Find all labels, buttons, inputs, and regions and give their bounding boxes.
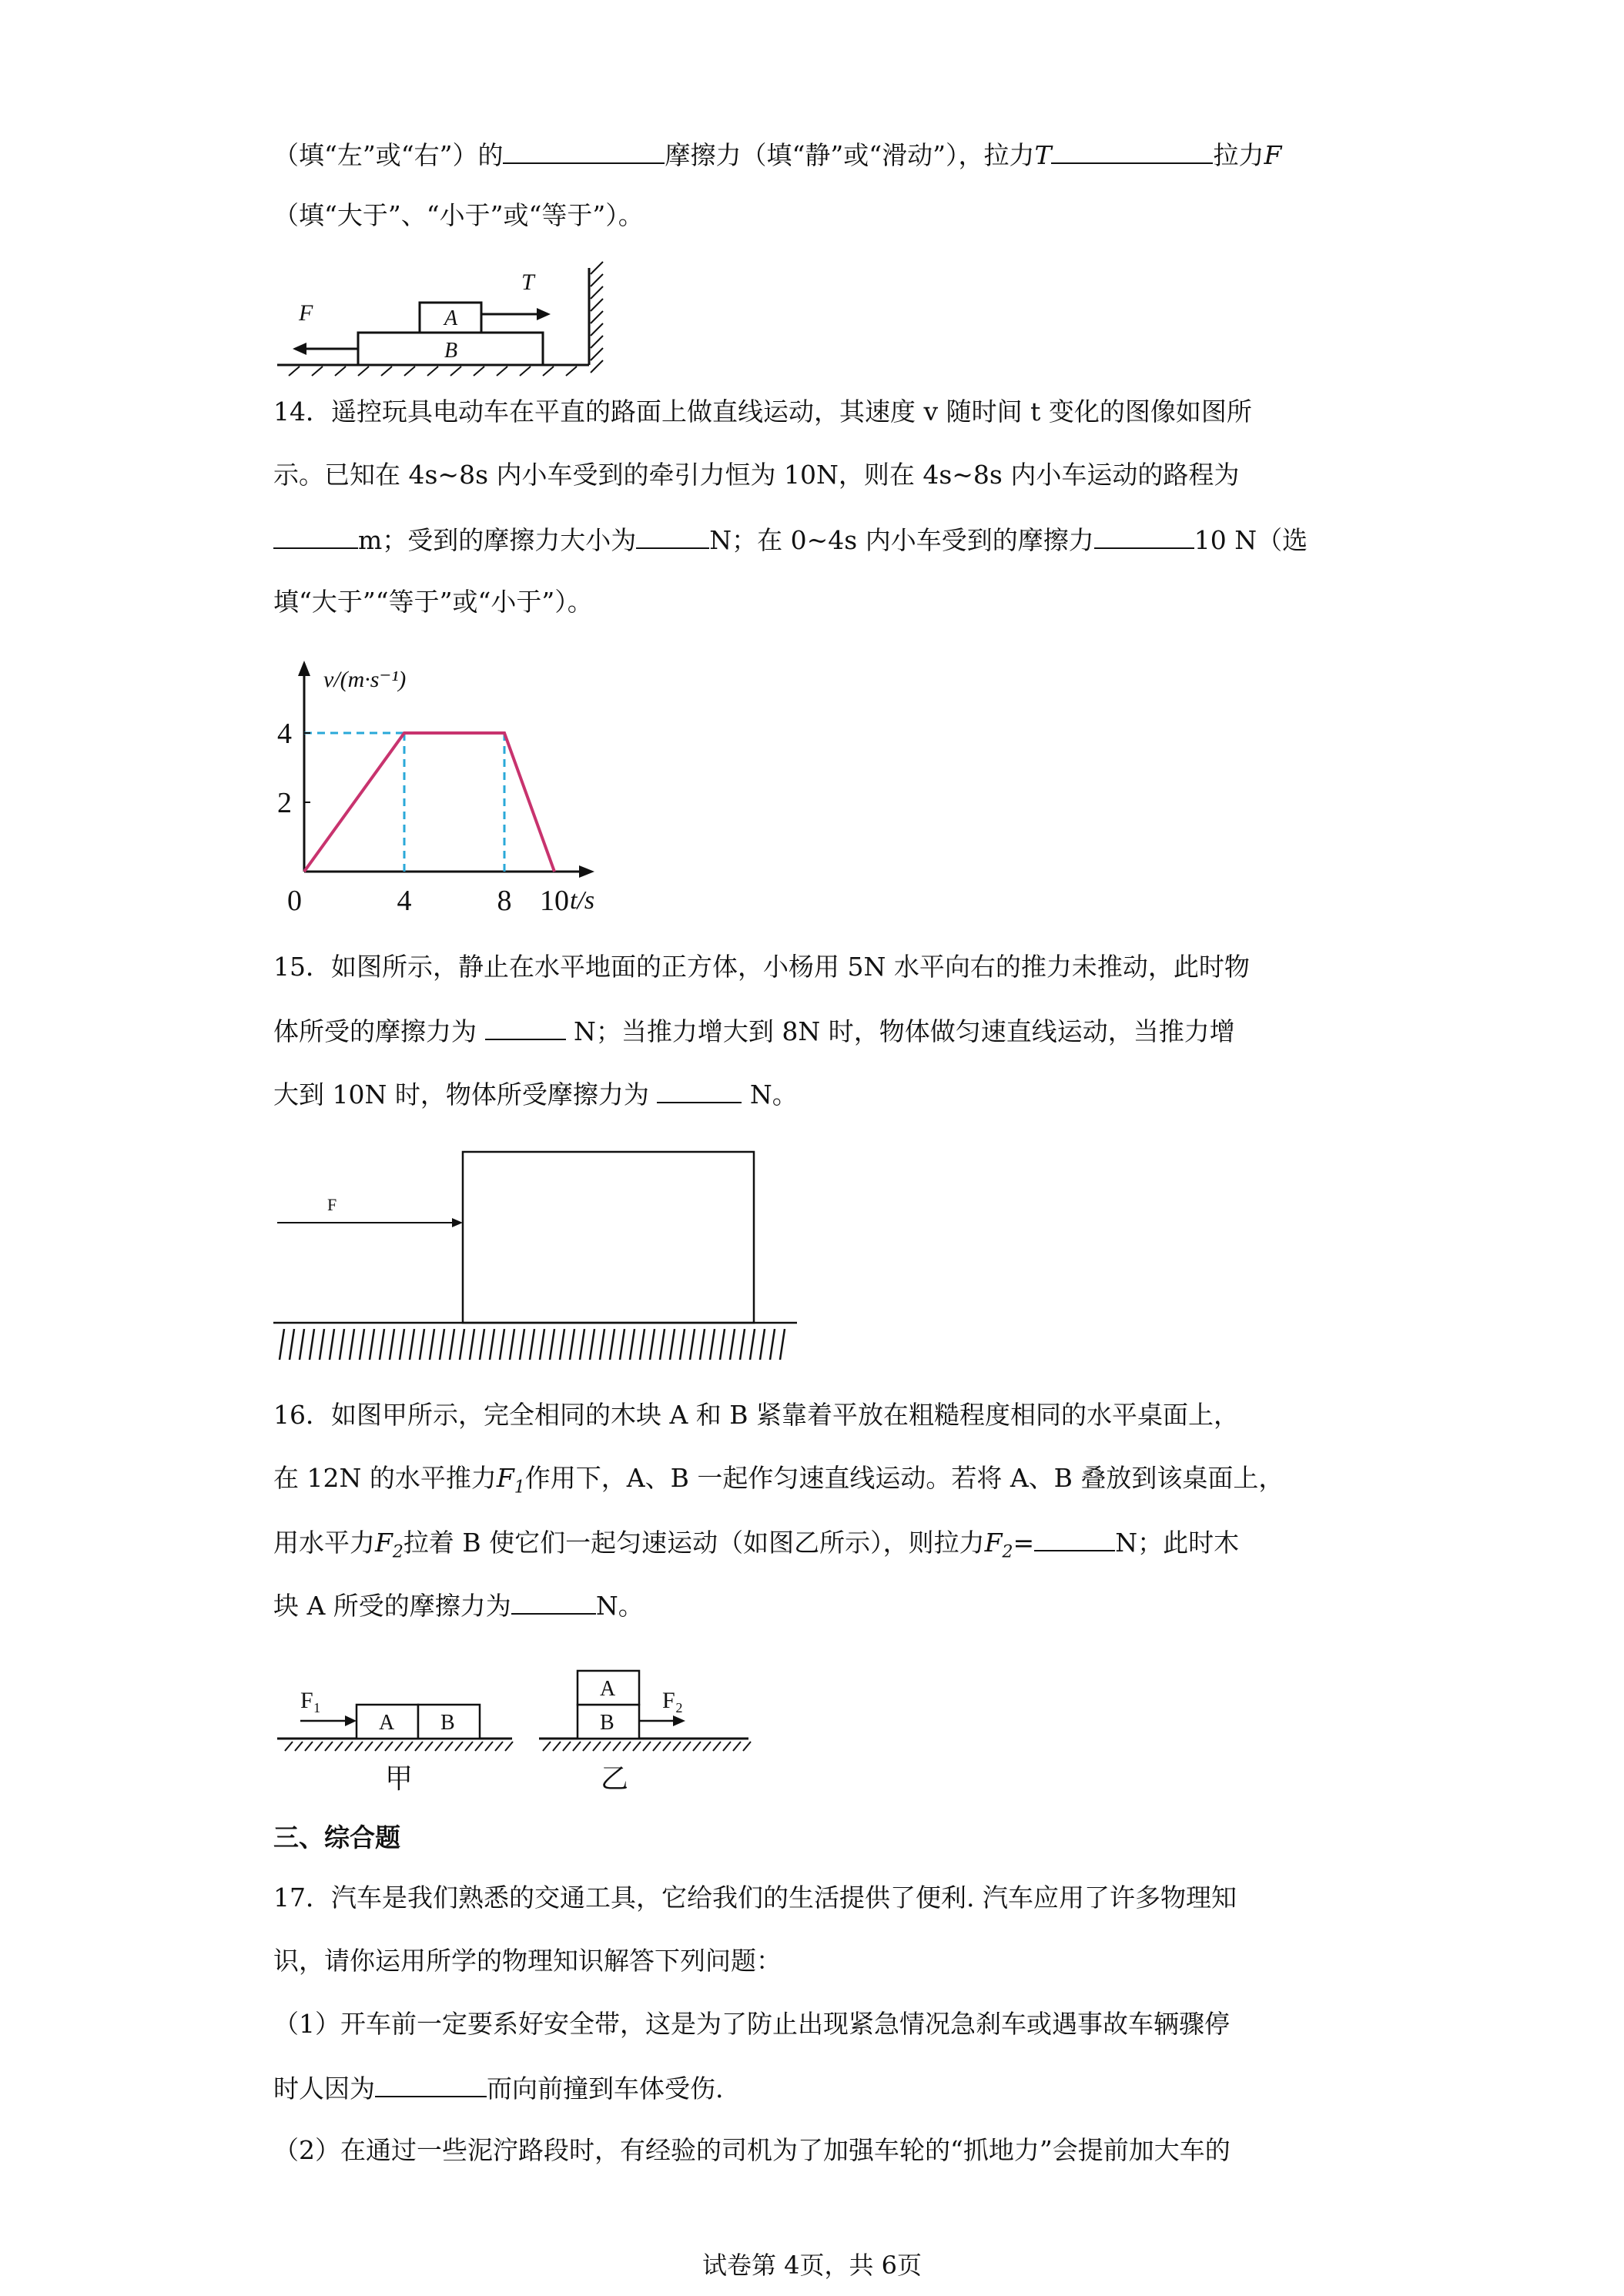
answer-blank[interactable] xyxy=(375,2070,487,2097)
answer-blank[interactable] xyxy=(273,521,358,549)
q15-line3 xyxy=(273,1076,798,1113)
q17-line5: （2）在通过一些泥泞路段时，有经验的司机为了加强车轮的“抓地力”会提前加大车的 xyxy=(273,2135,1231,2165)
symbol-F1-sub: 1 xyxy=(514,1478,525,1498)
answer-blank[interactable] xyxy=(485,1012,566,1040)
label-yi: 乙 xyxy=(601,1763,629,1794)
q13-text-c: 拉力 xyxy=(1213,140,1264,170)
symbol-F2-sub: 2 xyxy=(392,1542,403,1562)
answer-blank[interactable] xyxy=(503,136,665,164)
symbol-F2: F xyxy=(984,1528,1003,1558)
label-A: A xyxy=(444,306,458,330)
q17-line4 xyxy=(273,2070,724,2107)
q16-text-a: 在 12N 的水平推力 xyxy=(273,1463,497,1493)
q16-line2 xyxy=(273,1461,1284,1506)
label-F2: F₂ xyxy=(662,1688,684,1713)
q13-text-b: 摩擦力（填“静”或“滑动”），拉力 xyxy=(665,140,1035,170)
q16-figure xyxy=(277,1648,755,1802)
y-axis-label: v/(m·s⁻¹) xyxy=(323,667,407,692)
q15-line2 xyxy=(273,1012,1235,1049)
q14-line2: 示。已知在 4s~8s 内小车受到的牵引力恒为 10N，则在 4s~8s 内小车运动的路程为 xyxy=(273,460,1240,490)
page-footer: 试卷第 4页，共 6页 xyxy=(702,2251,922,2280)
symbol-F2-sub: 2 xyxy=(1002,1542,1013,1562)
label-T: T xyxy=(521,269,534,295)
q16-text-b: 作用下，A、B 一起作匀速直线运动。若将 A、B 叠放到该桌面上， xyxy=(524,1463,1284,1493)
q13-figure xyxy=(273,260,643,376)
label-F: F xyxy=(299,300,313,326)
x-tick-label: 4 xyxy=(397,885,412,917)
q15-text-b: N；当推力增大到 8N 时，物体做匀速直线运动，当推力增 xyxy=(574,1016,1235,1046)
x-axis-arrow xyxy=(579,865,594,878)
label-A-jia: A xyxy=(379,1711,395,1735)
q14-line3 xyxy=(273,521,1308,558)
q17-text-a: 时人因为 xyxy=(273,2073,375,2104)
q14-line1: 14．遥控玩具电动车在平直的路面上做直线运动，其速度 v 随时间 t 变化的图像如图所 xyxy=(273,397,1252,427)
q16-line1: 16．如图甲所示，完全相同的木块 A 和 B 紧靠着平放在粗糙程度相同的水平桌面上， xyxy=(273,1400,1240,1430)
q17-line2: 识，请你运用所学的物理知识解答下列问题： xyxy=(273,1946,782,1976)
q13-line2: （填“大于”、“小于”或“等于”）。 xyxy=(273,200,644,230)
symbol-F1: F xyxy=(496,1463,514,1493)
symbol-T: T xyxy=(1034,140,1052,170)
q15-text-a: 体所受的摩擦力为 xyxy=(273,1016,477,1046)
label-F1: F₁ xyxy=(300,1688,322,1713)
y-axis-arrow xyxy=(298,661,310,676)
answer-blank[interactable] xyxy=(1034,1524,1115,1551)
q14-text-a: m；受到的摩擦力大小为 xyxy=(358,525,637,555)
q16-text-a: 块 A 所受的摩擦力为 xyxy=(273,1591,511,1621)
q14-text-b: N；在 0~4s 内小车受到的摩擦力 xyxy=(709,525,1094,555)
q13-line1 xyxy=(273,136,1281,173)
answer-blank[interactable] xyxy=(511,1587,596,1615)
x-tick-label: 0 xyxy=(287,885,302,917)
x-axis-label: t/s xyxy=(570,886,595,915)
y-tick-label: 4 xyxy=(277,718,292,750)
label-F: F xyxy=(327,1195,337,1214)
label-B-jia: B xyxy=(440,1711,455,1735)
x-tick-label: 8 xyxy=(497,885,512,917)
q16-line3 xyxy=(273,1524,1239,1571)
answer-blank[interactable] xyxy=(657,1076,742,1103)
answer-blank[interactable] xyxy=(1051,136,1213,164)
label-B: B xyxy=(444,339,458,363)
answer-blank[interactable] xyxy=(1094,521,1194,549)
label-jia: 甲 xyxy=(385,1763,414,1794)
q15-figure xyxy=(273,1147,812,1371)
q16-text-d: N；此时木 xyxy=(1115,1528,1240,1558)
q17-line3: （1）开车前一定要系好安全带，这是为了防止出现紧急情况急刹车或遇事故车辆骤停 xyxy=(273,2009,1230,2039)
answer-blank[interactable] xyxy=(636,521,709,549)
cube-block xyxy=(463,1152,754,1323)
q16-text-b: N。 xyxy=(595,1591,644,1621)
q13-text-a: （填“左”或“右”）的 xyxy=(273,140,504,170)
q15-line1: 15．如图所示，静止在水平地面的正方体，小杨用 5N 水平向右的推力未推动，此时物 xyxy=(273,952,1250,982)
q16-line4 xyxy=(273,1587,644,1624)
section-heading: 三、综合题 xyxy=(273,1822,400,1853)
q15-text-b: N。 xyxy=(749,1079,798,1110)
q16-text-b: 拉着 B 使它们一起匀速运动（如图乙所示），则拉力 xyxy=(403,1528,985,1558)
symbol-F2: F xyxy=(375,1528,393,1558)
q16-text-a: 用水平力 xyxy=(273,1528,375,1558)
label-A-yi: A xyxy=(600,1677,616,1701)
symbol-F: F xyxy=(1264,140,1282,170)
q17-text-b: 而向前撞到车体受伤. xyxy=(487,2073,724,2104)
y-tick-label: 2 xyxy=(277,787,292,819)
velocity-line xyxy=(304,733,554,872)
q14-line4: 填“大于”“等于”或“小于”）。 xyxy=(273,587,593,617)
q17-line1: 17．汽车是我们熟悉的交通工具，它给我们的生活提供了便利. 汽车应用了许多物理知 xyxy=(273,1883,1237,1913)
q15-text-a: 大到 10N 时，物体所受摩擦力为 xyxy=(273,1079,649,1110)
q16-text-c: = xyxy=(1013,1528,1035,1558)
q14-text-c: 10 N（选 xyxy=(1194,525,1308,555)
label-B-yi: B xyxy=(600,1711,614,1735)
x-tick-label: 10 xyxy=(540,885,569,917)
vt-chart xyxy=(262,654,624,916)
